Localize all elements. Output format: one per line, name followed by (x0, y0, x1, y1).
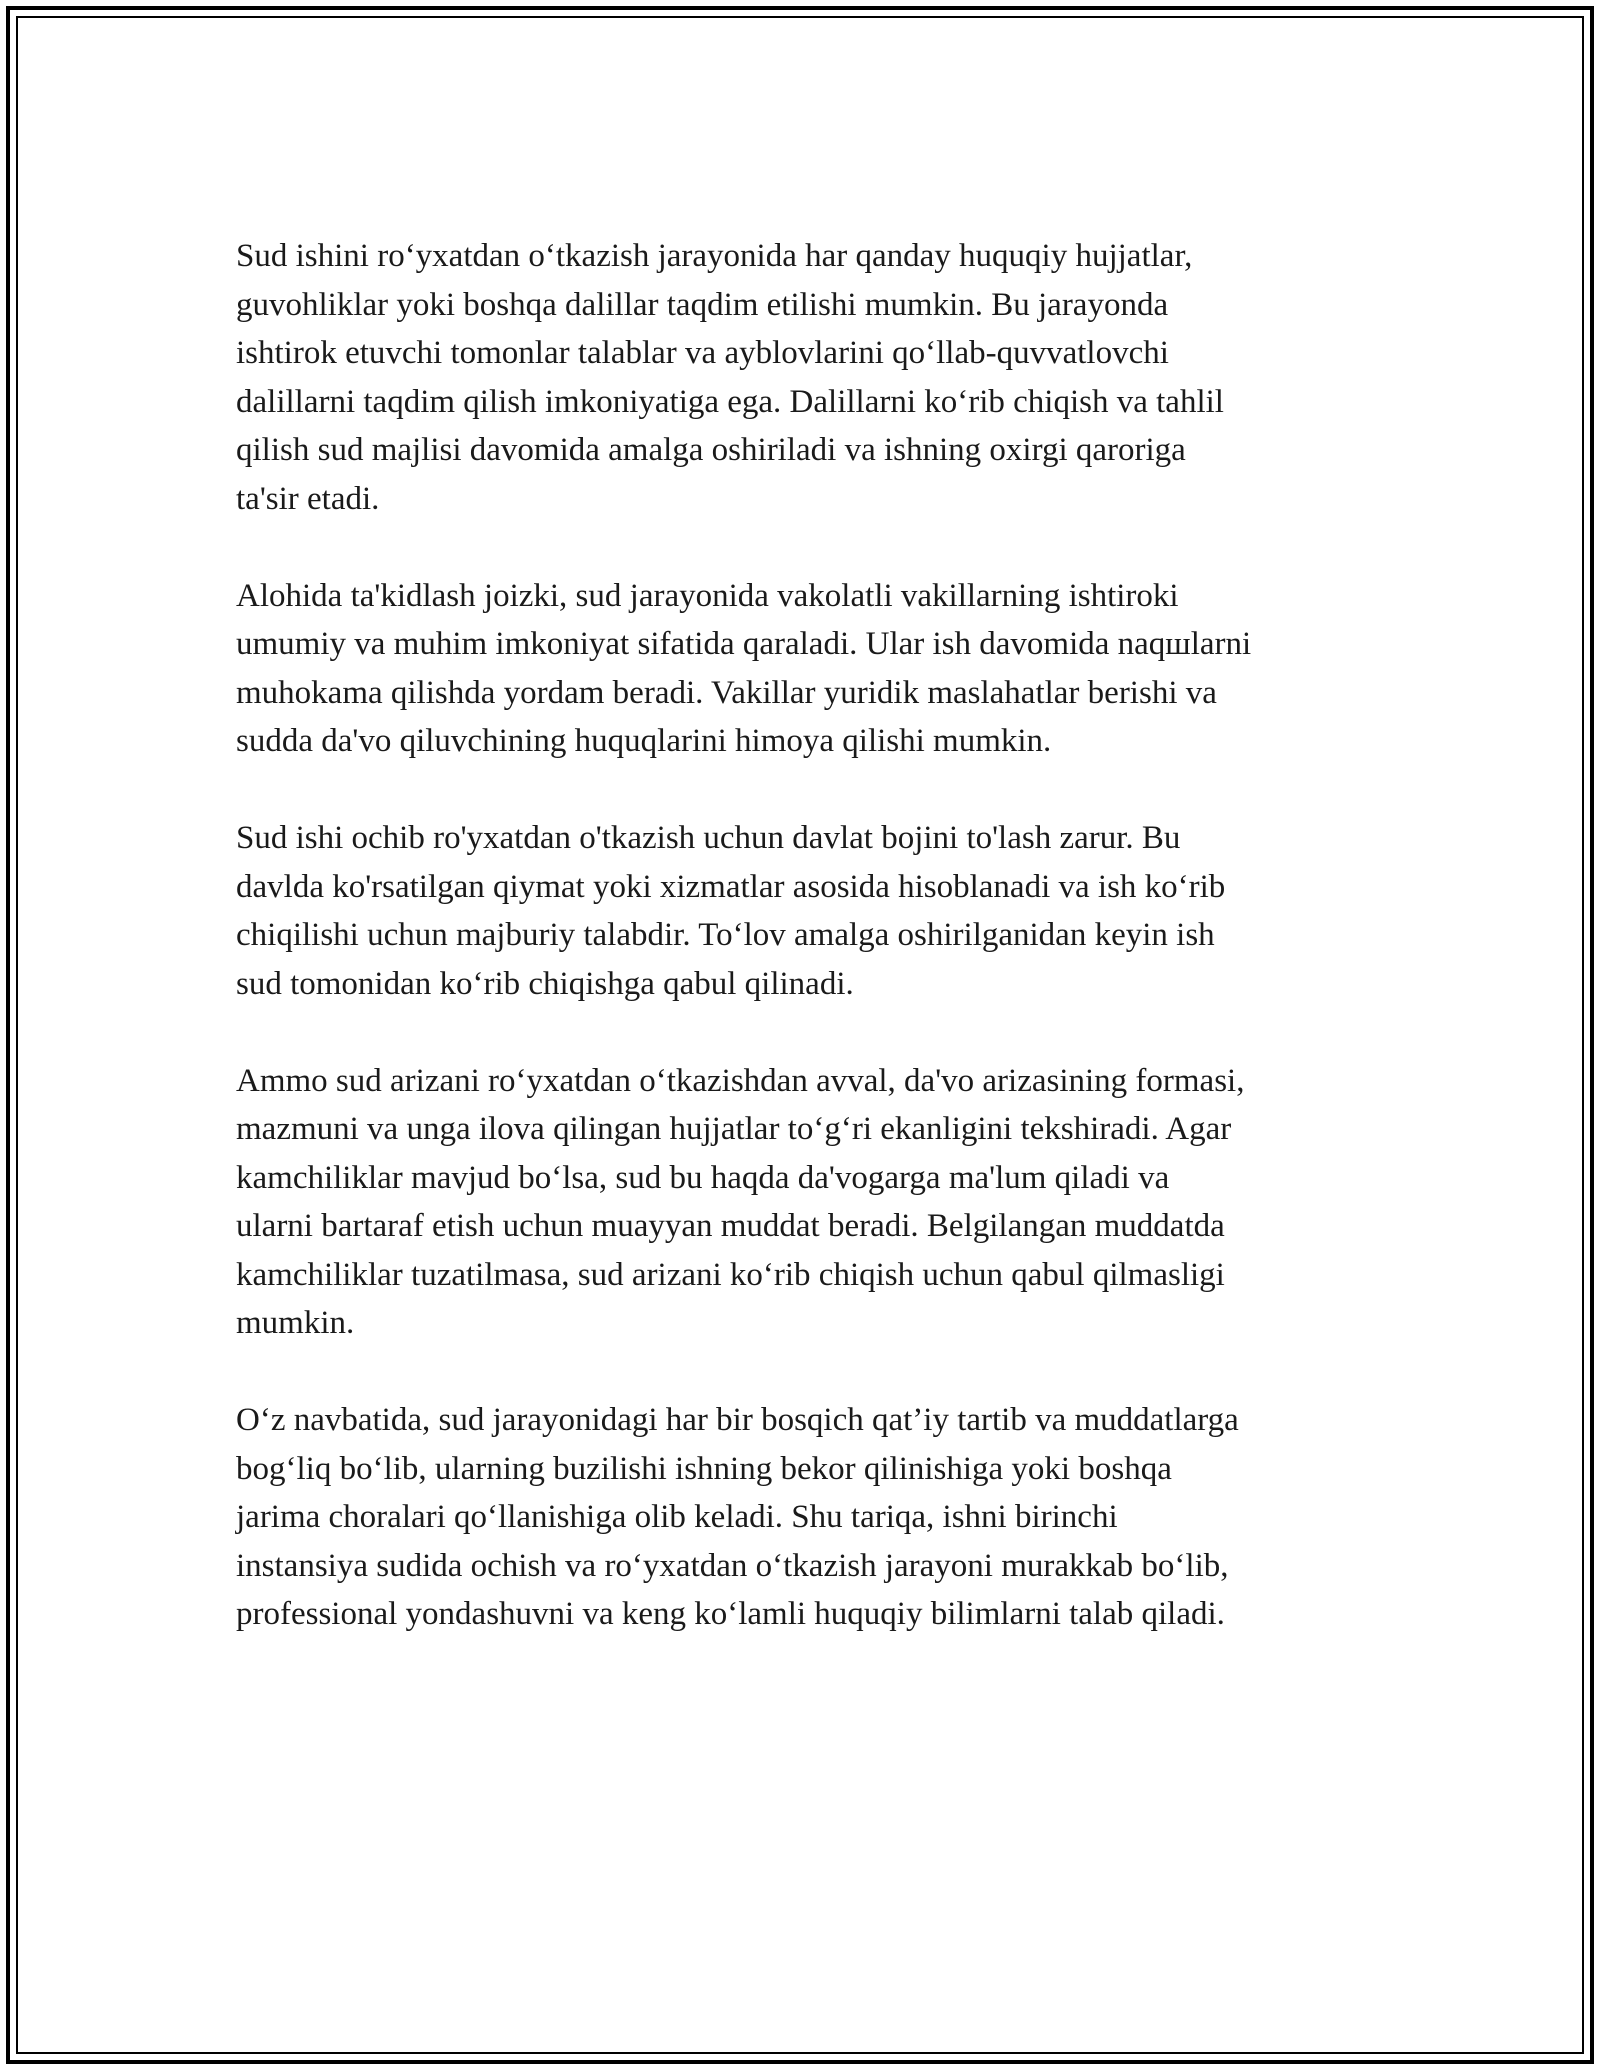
document-body (236, 232, 1416, 1687)
paragraph-procedure-stages: O‘z navbatida, sud jarayonidagi har bir bosqich qat’iy tartib va muddatlarga bog‘liq bo‘lib, ularning buzilishi ishning bekor qilinishiga yoki boshqa jarima choralari qo‘llanishiga olib keladi. Shu tariqa, ishni birinchi instansiya sudida ochish va ro‘yxatdan o‘tkazish jarayoni murakkab bo‘lib, professional yondashuvni va keng ko‘lamli huquqiy bilimlarni talab qiladi. (236, 1402, 1239, 1632)
paragraph-representatives: Alohida ta'kidlash joizki, sud jarayonida vakolatli vakillarning ishtiroki umumiy va muhim imkoniyat sifatida qaraladi. Ular ish davomida naqшlarni muhokama qilishda yordam beradi. Vakillar yuridik maslahatlar berishi va sudda da'vo qiluvchining huquqlarini himoya qilishi mumkin. (236, 577, 1252, 759)
paragraph-application-review: Ammo sud arizani ro‘yxatdan o‘tkazishdan avval, da'vo arizasining formasi, mazmuni va unga ilova qilingan hujjatlar to‘g‘ri ekanligini tekshiradi. Agar kamchiliklar mavjud bo‘lsa, sud bu haqda da'vogarga ma'lum qiladi va ularni bartaraf etish uchun muayyan muddat beradi. Belgilangan muddatda kamchiliklar tuzatilmasa, sud arizani ko‘rib chiqish uchun qabul qilmasligi mumkin. (236, 1062, 1245, 1341)
paragraph-evidence: Sud ishini ro‘yxatdan o‘tkazish jarayonida har qanday huquqiy hujjatlar, guvohliklar yoki boshqa dalillar taqdim etilishi mumkin. Bu jarayonda ishtirok etuvchi tomonlar talablar va ayblovlarini qo‘llab-quvvatlovchi dalillarni taqdim qilish imkoniyatiga ega. Dalillarni ko‘rib chiqish va tahlil qilish sud majlisi davomida amalga oshiriladi va ishning oxirgi qaroriga ta'sir etadi. (236, 238, 1224, 517)
paragraph-state-fee: Sud ishi ochib ro'yxatdan o'tkazish uchun davlat bojini to'lash zarur. Bu davlda ko'rsatilgan qiymat yoki xizmatlar asosida hisoblanadi va ish ko‘rib chiqilishi uchun majburiy talabdir. To‘lov amalga oshirilganidan keyin ish sud tomonidan ko‘rib chiqishga qabul qilinadi. (236, 820, 1226, 1002)
